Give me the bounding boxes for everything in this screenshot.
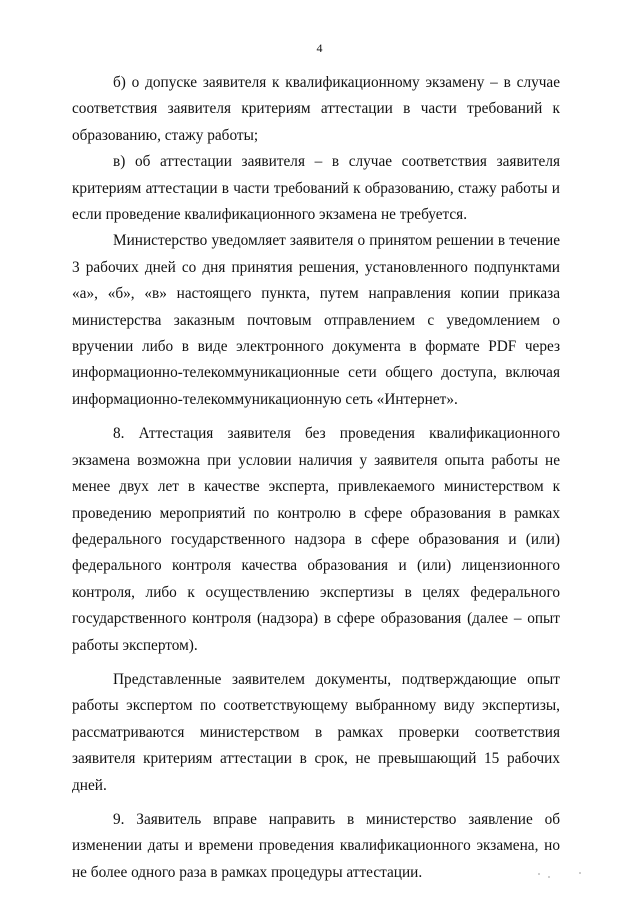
paragraph-item-9: 9. Заявитель вправе направить в министерство заявление об изменении даты и времени проведения квалификационного экзамена, но не более одного раза в рамках процедуры аттестации. — [72, 810, 560, 881]
paragraph-item-8: 8. Аттестация заявителя без проведения квалификационного экзамена возможна при условии наличия у заявителя опыта работы не менее двух лет в качестве эксперта, привлекаемого министерством к проведению мероприятий по контролю в сфере образования в рамках федерального государственного надзора в сфере образования и (или) федерального контроля качества образования и (или) лицензионного контроля, либо к осуществлению экспертизы в целях федерального государственного контроля (надзора) в сфере образования (далее – опыт работы экспертом). — [72, 425, 560, 654]
paragraph-notification: Министерство уведомляет заявителя о принятом решении в течение 3 рабочих дней со дня принятия решения, установленного подпунктами «а», «б», «в» настоящего пункта, путем направления копии приказа министерства заказным почтовым отправлением с уведомлением о вручении либо в виде электронного документа в формате PDF через информационно-телекоммуникационные сети общего доступа, включая информационно-телекоммуникационную сеть «Интернет». — [72, 232, 560, 408]
paragraph-approval-attestation: в) об аттестации заявителя – в случае соответствия заявителя критериям аттестации в части требований к образованию, стажу работы и если проведение квалификационного экзамена не требуется. — [72, 153, 560, 224]
scan-artifact — [538, 873, 540, 875]
scan-artifact — [579, 872, 581, 874]
paragraph-documents-review: Представленные заявителем документы, подтверждающие опыт работы экспертом по соответствующему выбранному виду экспертизы, рассматриваются министерством в рамках проверки соответствия заявителя критериям аттестации в срок, не превышающий 15 рабочих дней. — [72, 670, 560, 794]
scan-artifact — [548, 876, 550, 878]
document-body — [72, 70, 560, 886]
page-number: 4 — [316, 41, 323, 55]
paragraph-approval-admission: б) о допуске заявителя к квалификационному экзамену – в случае соответствия заявителя критериям аттестации в части требований к образованию, стажу работы; — [72, 74, 560, 144]
